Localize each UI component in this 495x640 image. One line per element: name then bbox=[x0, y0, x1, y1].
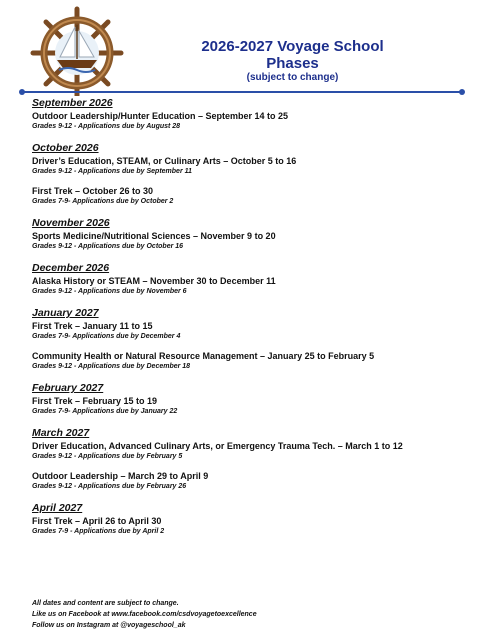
phase-title: Driver Education, Advanced Culinary Arts, or Emergency Trauma Tech. – March 1 to 12 bbox=[32, 441, 403, 451]
phase-application-note: Grades 9-12 - Applications due by February 26 bbox=[32, 483, 187, 490]
phase-entry bbox=[32, 515, 482, 537]
month-group bbox=[32, 262, 482, 297]
phase-application-note: Grades 9-12 - Applications due by August 28 bbox=[32, 123, 181, 130]
phase-title: Outdoor Leadership/Hunter Education – September 14 to 25 bbox=[32, 111, 289, 121]
phase-application-note: Grades 7-9- Applications due by December 4 bbox=[32, 333, 181, 340]
phase-application-note: Grades 7-9- Applications due by January 22 bbox=[32, 408, 178, 415]
phase-entry bbox=[32, 110, 482, 132]
phase-title: Community Health or Natural Resource Management – January 25 to February 5 bbox=[32, 351, 375, 361]
month-heading: November 2026 bbox=[32, 217, 110, 229]
month-heading: March 2027 bbox=[32, 427, 90, 439]
month-heading: September 2026 bbox=[32, 97, 113, 109]
phase-application-note: Grades 9-12 - Applications due by October 16 bbox=[32, 243, 184, 250]
footer-instagram: Follow us on Instagram at @voyageschool_ak bbox=[32, 622, 186, 629]
phase-entry bbox=[32, 320, 482, 342]
footer bbox=[32, 598, 472, 631]
phase-entry bbox=[32, 155, 482, 177]
phase-title: Driver’s Education, STEAM, or Culinary Arts – October 5 to 16 bbox=[32, 156, 297, 166]
phase-application-note: Grades 7-9 - Applications due by April 2 bbox=[32, 528, 165, 535]
phase-title: Sports Medicine/Nutritional Sciences – November 9 to 20 bbox=[32, 231, 276, 241]
phase-entry bbox=[32, 185, 482, 207]
phase-title: First Trek – October 26 to 30 bbox=[32, 186, 154, 196]
footer-disclaimer: All dates and content are subject to change. bbox=[32, 600, 179, 607]
month-group bbox=[32, 502, 482, 537]
phase-application-note: Grades 7-9- Applications due by October 2 bbox=[32, 198, 174, 205]
month-group bbox=[32, 382, 482, 417]
page-subtitle: (subject to change) bbox=[246, 72, 339, 83]
header-divider bbox=[22, 91, 462, 93]
month-heading: January 2027 bbox=[32, 307, 99, 319]
phase-application-note: Grades 9-12 - Applications due by February 5 bbox=[32, 453, 183, 460]
phase-application-note: Grades 9-12 - Applications due by September 11 bbox=[32, 168, 192, 175]
phase-entry bbox=[32, 440, 482, 462]
footer-facebook: Like us on Facebook at www.facebook.com/csdvoyagetoexcellence bbox=[32, 611, 257, 618]
month-heading: April 2027 bbox=[32, 502, 83, 514]
ship-wheel-logo-icon bbox=[28, 6, 126, 96]
page-title-phases: Phases bbox=[266, 55, 319, 72]
phase-entry bbox=[32, 230, 482, 252]
phase-application-note: Grades 9-12 - Applications due by November 6 bbox=[32, 288, 187, 295]
phase-application-note: Grades 9-12 - Applications due by December 18 bbox=[32, 363, 191, 370]
phase-title: Alaska History or STEAM – November 30 to December 11 bbox=[32, 276, 276, 286]
month-heading: February 2027 bbox=[32, 382, 104, 394]
month-heading: December 2026 bbox=[32, 262, 110, 274]
month-heading: October 2026 bbox=[32, 142, 99, 154]
phase-entry bbox=[32, 275, 482, 297]
phase-title: First Trek – February 15 to 19 bbox=[32, 396, 158, 406]
phase-title: First Trek – April 26 to April 30 bbox=[32, 516, 162, 526]
month-group bbox=[32, 307, 482, 372]
phase-entry bbox=[32, 350, 482, 372]
schedule-list bbox=[32, 97, 482, 537]
month-group bbox=[32, 217, 482, 252]
month-group bbox=[32, 427, 482, 492]
phase-title: Outdoor Leadership – March 29 to April 9 bbox=[32, 471, 209, 481]
page-title: 2026-2027 Voyage School bbox=[201, 38, 384, 55]
phase-entry bbox=[32, 470, 482, 492]
title-block bbox=[150, 38, 435, 84]
month-group bbox=[32, 142, 482, 207]
month-group bbox=[32, 97, 482, 132]
phase-title: First Trek – January 11 to 15 bbox=[32, 321, 153, 331]
phase-entry bbox=[32, 395, 482, 417]
